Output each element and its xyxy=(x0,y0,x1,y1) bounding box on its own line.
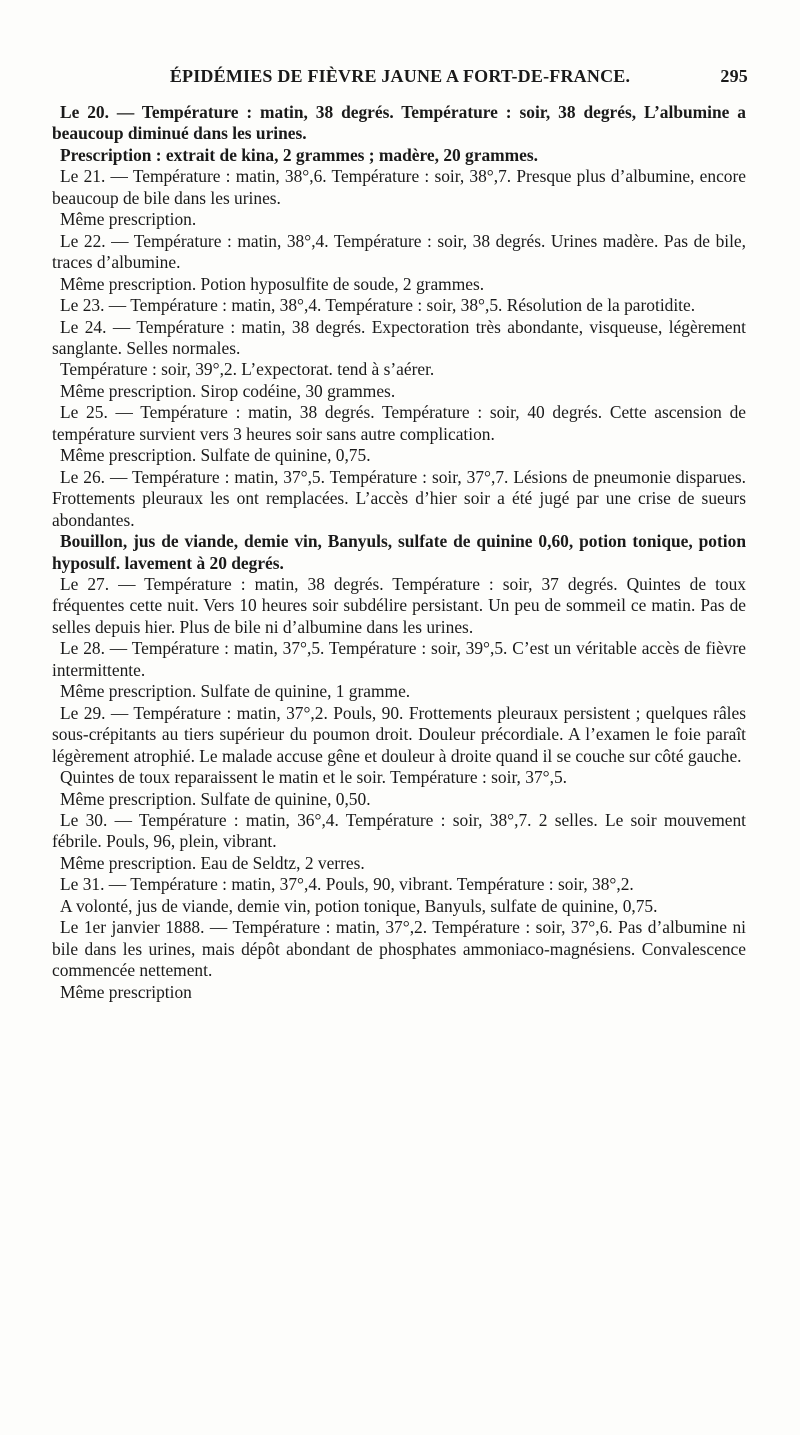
paragraph-potion: Même prescription. Potion hyposulfite de soude, 2 grammes. xyxy=(60,273,485,294)
paragraph-le-23: Le 23. — Température : matin, 38°,4. Température : soir, 38°,5. Résolution de la parotidite. xyxy=(60,295,696,316)
paragraph-sulfate-050: Même prescription. Sulfate de quinine, 0,50. xyxy=(60,788,371,809)
paragraph-a-volonte: A volonté, jus de viande, demie vin, potion tonique, Banyuls, sulfate de quinine, 0,75. xyxy=(60,895,658,916)
paragraph-le-26: Le 26. — Température : matin, 37°,5. Température : soir, 37°,7. Lésions de pneumonie disparues. Frottements pleuraux les ont remplacées. L’accès d’hier soir a été jugé par une crise de sueurs abondantes. xyxy=(52,466,746,530)
paragraph-le-29: Le 29. — Température : matin, 37°,2. Pouls, 90. Frottements pleuraux persistent ; quelques râles sous-crépitants au tiers supérieur du poumon droit. Douleur précordiale. A l’examen le foie paraît légèrement atrophié. Le malade accuse gêne et douleur à droite quand il se couche sur côté gauche. xyxy=(52,702,746,766)
paragraph-eau-seltz: Même prescription. Eau de Seldtz, 2 verres. xyxy=(60,852,365,873)
running-title: ÉPIDÉMIES DE FIÈVRE JAUNE A FORT-DE-FRANCE. xyxy=(169,66,631,86)
paragraph-sulfate-1g: Même prescription. Sulfate de quinine, 1 gramme. xyxy=(60,681,411,702)
paragraph-le-20: Le 20. — Température : matin, 38 degrés. Température : soir, 38 degrés, L’albumine a beaucoup diminué dans les urines. xyxy=(52,102,746,144)
paragraph-prescription: Prescription : extrait de kina, 2 grammes ; madère, 20 grammes. xyxy=(60,144,538,165)
paragraph-final-prescription: Même prescription xyxy=(60,981,192,1002)
page-number: 295 xyxy=(720,66,748,86)
paragraph-quintes: Quintes de toux reparaissent le matin et le soir. Température : soir, 37°,5. xyxy=(60,767,567,788)
running-header xyxy=(52,66,748,94)
paragraph-le-21: Le 21. — Température : matin, 38°,6. Température : soir, 38°,7. Presque plus d’albumine, encore beaucoup de bile dans les urines. xyxy=(52,166,746,208)
paragraph-temperature-soir: Température : soir, 39°,2. L’expectorat. tend à s’aérer. xyxy=(60,359,435,380)
paragraph-1er-janvier: Le 1er janvier 1888. — Température : matin, 37°,2. Température : soir, 37°,6. Pas d’albumine ni bile dans les urines, mais dépôt abondant de phosphates ammoniaco-magnésiens. Convalescence commencée nettement. xyxy=(52,917,746,981)
paragraph-le-25: Le 25. — Température : matin, 38 degrés. Température : soir, 40 degrés. Cette ascension de température survient vers 3 heures soir sans autre complication. xyxy=(52,402,746,444)
paragraph-le-31: Le 31. — Température : matin, 37°,4. Pouls, 90, vibrant. Température : soir, 38°,2. xyxy=(60,874,634,895)
paragraph-le-30: Le 30. — Température : matin, 36°,4. Température : soir, 38°,7. 2 selles. Le soir mouvement fébrile. Pouls, 96, plein, vibrant. xyxy=(52,809,746,852)
body-text xyxy=(52,102,746,1003)
paragraph-le-24: Le 24. — Température : matin, 38 degrés. Expectoration très abondante, visqueuse, légèrement sanglante. Selles normales. xyxy=(52,316,746,358)
paragraph-meme-prescription: Même prescription. xyxy=(60,209,197,230)
paragraph-le-22: Le 22. — Température : matin, 38°,4. Température : soir, 38 degrés. Urines madère. Pas de bile, traces d’albumine. xyxy=(52,230,746,273)
paragraph-sulfate-075: Même prescription. Sulfate de quinine, 0,75. xyxy=(60,445,371,466)
paragraph-bouillon: Bouillon, jus de viande, demie vin, Banyuls, sulfate de quinine 0,60, potion tonique, potion hyposulf. lavement à 20 degrés. xyxy=(52,531,746,573)
paragraph-le-28: Le 28. — Température : matin, 37°,5. Température : soir, 39°,5. C’est un véritable accès de fièvre intermittente. xyxy=(52,638,746,680)
paragraph-le-27: Le 27. — Température : matin, 38 degrés. Température : soir, 37 degrés. Quintes de toux fréquentes cette nuit. Vers 10 heures soir subdélire persistant. Un peu de sommeil ce matin. Pas de selles depuis hier. Plus de bile ni d’albumine dans les urines. xyxy=(52,573,746,637)
paragraph-sirop: Même prescription. Sirop codéine, 30 grammes. xyxy=(60,380,396,401)
